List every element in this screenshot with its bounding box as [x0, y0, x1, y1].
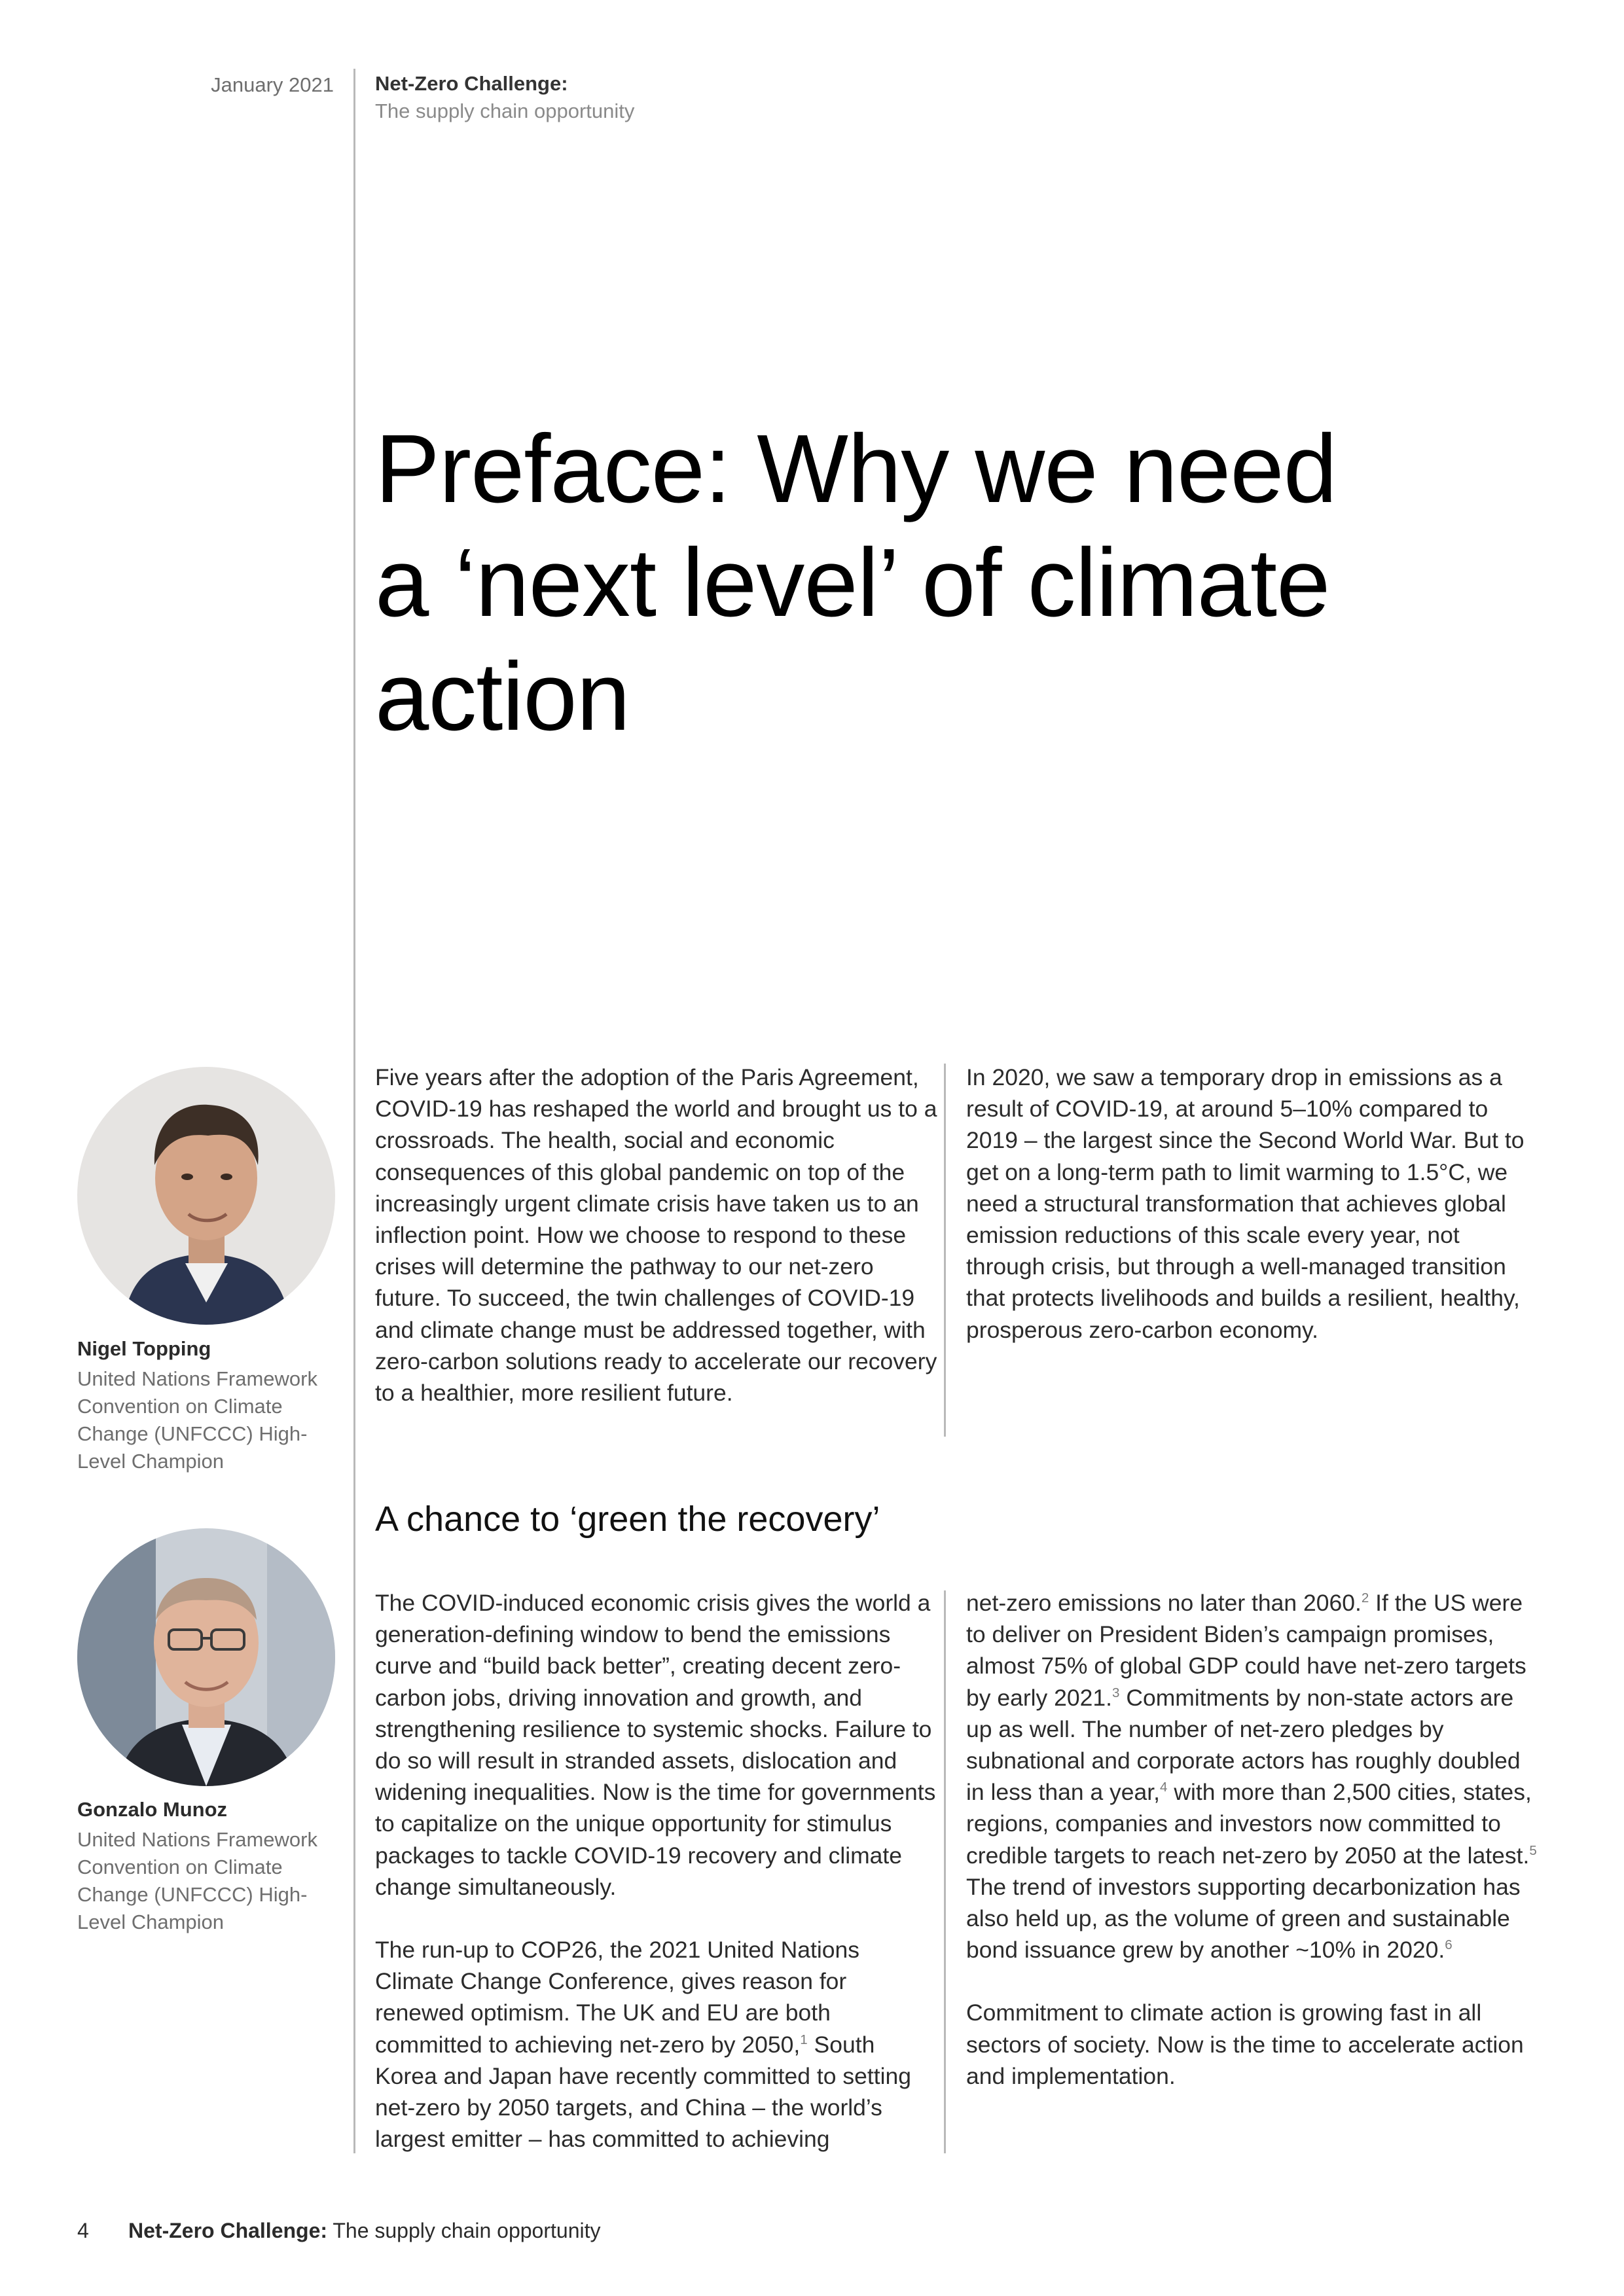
column-divider-2 [944, 1590, 946, 2153]
footnote-ref-6: 6 [1445, 1937, 1453, 1953]
person-role-1: United Nations Framework Convention on Climate Change (UNFCCC) High-Level Champion [77, 1367, 317, 1473]
section-right-paragraph-2: Commitment to climate action is growing fast in all sectors of society. Now is the time to accelerate action and implementation. [966, 2000, 1524, 2089]
header-title: Net-Zero Challenge: [375, 72, 568, 95]
header-subtitle: The supply chain opportunity [375, 99, 635, 122]
footnote-ref-4: 4 [1160, 1780, 1168, 1795]
section-left-paragraph-2 [375, 1934, 938, 2155]
column-divider-1 [944, 1064, 946, 1437]
person-name-2: Gonzalo Munoz [77, 1798, 228, 1821]
paragraph-text: Commitments by non-state actors are up as well. The number of net-zero pledges by subnational and corporate actors has roughly doubled in less than a year, [966, 1684, 1521, 1806]
person-name-1: Nigel Topping [77, 1337, 211, 1360]
paragraph-text: The trend of investors supporting decarbonization has also held up, as the volume of green and sustainable bond issuance grew by another ~10% in 2020. [966, 1873, 1521, 1964]
section-right-column [966, 1587, 1542, 2092]
intro-paragraph-right: In 2020, we saw a temporary drop in emissions as a result of COVID-19, at around 5–10% compared to 2019 – the largest since the Second World War. But to get on a long-term path to limit warming to 1.5°C, we need a structural transformation that achieves global emission reductions of this scale every year, not through crisis, but through a well-managed transition that protects livelihoods and builds a resilient, healthy, prosperous zero-carbon economy. [966, 1064, 1525, 1343]
paragraph-text: with more than 2,500 cities, states, regions, companies and investors now committed to credible targets to reach net-zero by 2050 at the latest. [966, 1779, 1532, 1869]
paragraph-text: If the US were to deliver on President Biden’s campaign promises, almost 75% of global GDP could have net-zero targets by early 2021. [966, 1590, 1526, 1711]
footer-title: Net-Zero Challenge: [128, 2219, 328, 2242]
paragraph-text: South Korea and Japan have recently committed to setting net-zero by 2050 targets, and China – the world’s largest emitter – has committed to achieving [375, 2031, 911, 2153]
section-left-column [375, 1587, 938, 2155]
footnote-ref-5: 5 [1529, 1842, 1537, 1858]
left-divider-line [353, 69, 355, 2153]
footer-subtitle: The supply chain opportunity [333, 2219, 601, 2242]
paragraph-text: net-zero emissions no later than 2060. [966, 1590, 1362, 1616]
section-left-paragraph-1: The COVID-induced economic crisis gives the world a generation-defining window to bend the emissions curve and “build back better”, creating decent zero-carbon jobs, driving innovation and growth, and strengthening resilience to systemic shocks. Failure to do so will result in stranded assets, dislocation and widening inequalities. Now is the time for governments to capitalize on the unique opportunity for stimulus packages to tackle COVID-19 recovery and climate change simultaneously. [375, 1590, 936, 1900]
portrait-nigel-topping [77, 1067, 335, 1325]
intro-paragraph-left: Five years after the adoption of the Paris Agreement, COVID-19 has reshaped the world and brought us to a crossroads. The health, social and economic consequences of this global pandemic on top of the increasingly urgent climate crisis have taken us to an inflection point. How we choose to respond to these crises will determine the pathway to our net-zero future. To succeed, the twin challenges of COVID-19 and climate change must be addressed together, with zero-carbon solutions ready to accelerate our recovery to a healthier, more resilient future. [375, 1064, 937, 1407]
page-title: Preface: Why we need a ‘next level’ of climate action [375, 415, 1337, 751]
page-footer [77, 2219, 600, 2243]
portrait-gonzalo-munoz [77, 1528, 335, 1786]
section-right-paragraph-1 [966, 1587, 1542, 1965]
footnote-ref-2: 2 [1361, 1590, 1369, 1606]
page-number: 4 [77, 2219, 89, 2242]
section-heading: A chance to ‘green the recovery’ [375, 1499, 880, 1539]
footnote-ref-1: 1 [800, 2032, 808, 2047]
footnote-ref-3: 3 [1112, 1685, 1120, 1700]
header-date: January 2021 [211, 73, 334, 96]
person-role-2: United Nations Framework Convention on Climate Change (UNFCCC) High-Level Champion [77, 1828, 317, 1933]
paragraph-text: The run-up to COP26, the 2021 United Nations Climate Change Conference, gives reason for renewed optimism. The UK and EU are both committed to achieving net-zero by 2050, [375, 1937, 860, 2058]
